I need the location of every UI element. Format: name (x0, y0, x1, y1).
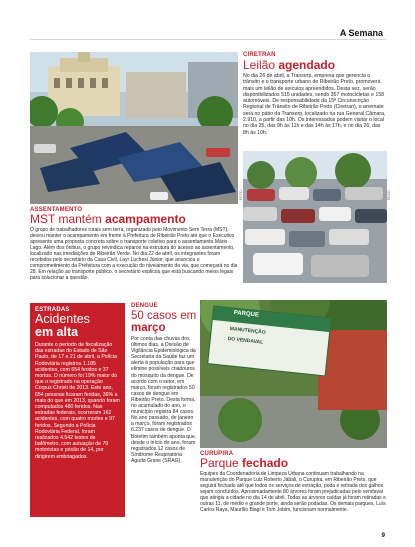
page-number: 9 (381, 533, 385, 539)
assentamento-title (30, 213, 186, 226)
estradas-title-light: Acidentes (35, 312, 90, 326)
ciretran-body: No dia 26 de abril, a Transerp, empresa que gerencia o trânsito e o transporte urbano de Ribeirão Preto, promoverá mais um leilão de veículos apreendidos. Desta vez, serão disponibilizados 515 unidades, sendo 357 motocicletas e 158 automóveis. De responsabilidade da 15ª Circunscrição Regional de Trânsito de Ribeirão Preto (Ciretran), o arremate será no pátio da Transerp, localizado na rua General Câmara, 2.910, a partir das 10h. Os interessados podem visitar o local no dia 25, das 9h às 11h e das 14h às 17h, e no dia 26, das 8h às 10h. (243, 73, 386, 136)
estradas-title-bold: em alta (35, 325, 79, 339)
curupira-title (200, 457, 288, 470)
curupira-kicker: CURUPIRA (200, 451, 234, 457)
ciretran-kicker: CIRETRAN (243, 52, 276, 58)
sign-text-1: PARQUE (233, 310, 260, 319)
assentamento-title-bold: acampamento (105, 212, 186, 226)
ciretran-title-light: Leilão (243, 58, 279, 72)
curupira-body: Equipes da Coordenadoria de Limpeza Urbana continuam trabalhando na manutenção do Parque Luiz Roberto Jábali, o Curupira, em Ribeirão Preto, que seguirá fechado até que todos os serviços de extração, poda e retirada dos galhos sejam concluídos. Aproximadamente 80 árvores foram prejudicadas pelo vendaval que atingiu a cidade no dia 14 de abril. Todas as árvores caídas já foram retiradas e outras 11, de médio e grande porte, ainda serão podadas. Os demais parques, Luís Carlos Raya, Maurílio Biagi e Tom Jobim, funcionam normalmente. (200, 471, 386, 513)
dengue-body: Por conta das chuvas dos últimos dias, a Divisão de Vigilância Epidemiológica da Secretaria da Saúde faz um alerta à população para que elimine possíveis criadouros do mosquito da dengue. De acordo com o setor, em março, foram registrados 50 casos de dengue em Ribeirão Preto. Desta forma, no acumulado do ano, o município registra 84 casos. No ano passado, de janeiro a março, foram registrados 6.237 casos de dengue. O Boletim também aponta que, desde o início do ano, foram registrados 12 casos de Síndrome Respiratória Aguda Grave (SRAG). (131, 336, 197, 464)
park-closed-photo (200, 300, 387, 448)
assentamento-kicker: ASSENTAMENTO (30, 207, 83, 213)
ciretran-title-bold: agendado (278, 58, 336, 72)
section-title: A Semana (339, 28, 383, 38)
header-rule (30, 39, 386, 40)
estradas-kicker: ESTRADAS (35, 307, 70, 313)
assentamento-body: O grupo de trabalhadores rurais sem terra, organizado pelo Movimento Sem Terra (MST), deixou manter o acampamento em frente à Prefeitura de Ribeirão Preto até que o Executivo apresente uma proposta concreta sobre o transporte coletivo para o assentamento Mário Lago. Além dos ônibus, o grupo reivindica reparos na estrutura do acesso ao assentamento, localizado nas imediações de Ribeirão Verde. No dia 22 de abril, os integrantes foram recebidos pelo secretário da Casa Civil, Layr Luchesi Júnior, que anunciou o comprometimento da Prefeitura com a execução do nivelamento da via, que começará no dia 28. Em relação ao transporte público, o secretário explicou que está buscando meios legais para solucionar a questão. (30, 227, 238, 281)
mst-photo-credit: FOTO: (239, 189, 243, 200)
estradas-sidebar (30, 303, 125, 517)
estradas-body: Durante o período de fiscalização das estradas do Estado de São Paulo, de 17 e 21 de abril, a Polícia Rodoviária registrou 1.185 acidentes, com 654 feridos e 37 mortos. O número foi 19% maior do que o registrado na operação Corpus Christi de 2013. Este ano, 654 pessoas ficaram feridas, 36% a mais do que em 2013, quando foram computados 480 feridos. Nas estradas federais, ocorreram 162 acidentes, com quatro mortes e 97 feridos. Segundo a Polícia Rodoviária Federal, foram realizados 4.542 testes de bafômetro, com autuação de 70 motoristas e prisão de 14, por dirigirem embriagados. (35, 342, 120, 460)
sign-text-3: DO VENDAVAL (227, 336, 264, 346)
dengue-title-light: 50 casos em (131, 310, 197, 322)
dengue-kicker: DENGUE (131, 303, 158, 309)
mst-camp-photo (30, 52, 238, 204)
curupira-title-light: Parque (200, 456, 243, 470)
impounded-cars-photo (243, 151, 387, 283)
ciretran-photo-credit: FOTO: (387, 189, 391, 200)
dengue-title (131, 310, 196, 334)
assentamento-title-light: MST mantém (30, 212, 106, 226)
ciretran-title (243, 59, 335, 72)
sign-text-2: MANUTENÇÃO (229, 326, 266, 336)
dengue-title-bold: março (131, 322, 166, 334)
curupira-title-bold: fechado (242, 456, 289, 470)
